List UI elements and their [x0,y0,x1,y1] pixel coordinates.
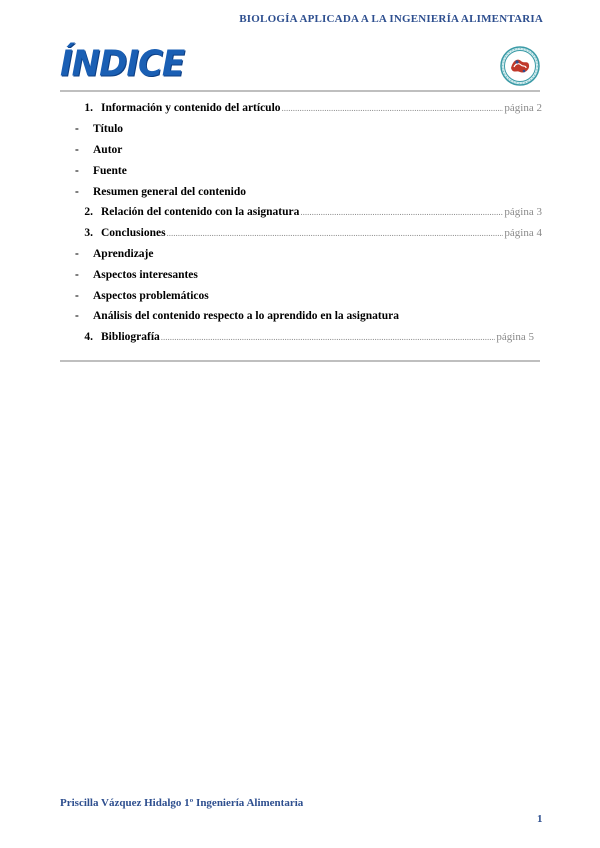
toc-subentry[interactable] [60,140,542,161]
toc-number: 1. [84,102,93,115]
toc-subentry[interactable] [60,244,542,265]
toc-entry-1[interactable] [60,98,542,119]
toc-subentry[interactable] [60,264,542,285]
toc-page: página 2 [504,102,542,115]
toc-page: página 5 [496,331,534,344]
toc-label: Análisis del contenido respecto a lo aprendido en la asignatura [93,310,399,323]
toc-label: Aprendizaje [93,247,154,260]
toc-label: Aspectos interesantes [93,268,198,281]
bottom-divider [60,360,540,362]
toc-leader [300,207,503,217]
toc-leader [282,103,504,113]
toc-subentry[interactable] [60,160,542,181]
toc-bullet: - [75,143,79,156]
toc-label: Bibliografía [101,331,160,344]
toc-page: página 4 [504,227,542,240]
footer-author: Priscilla Vázquez Hidalgo 1º Ingeniería Alimentaria [60,797,304,809]
toc-bullet: - [75,289,79,302]
toc-label: Aspectos problemáticos [93,289,209,302]
toc-bullet: - [75,185,79,198]
toc-number: 2. [84,206,93,219]
toc-subentry[interactable] [60,119,542,140]
toc-label: Información y contenido del artículo [101,102,281,115]
toc-label: Conclusiones [101,227,166,240]
toc-label: Relación del contenido con la asignatura [101,206,300,219]
university-seal-icon [500,46,540,86]
page-number: 1 [537,813,543,825]
toc-subentry[interactable] [60,181,542,202]
toc-label: Resumen general del contenido [93,185,247,198]
toc-label: Fuente [93,164,127,177]
top-divider [60,90,540,92]
toc-entry-3[interactable] [60,223,542,244]
toc-bullet: - [75,310,79,323]
toc-page: página 3 [504,206,542,219]
toc-bullet: - [75,164,79,177]
toc-leader [167,228,504,238]
toc-subentry[interactable] [60,285,542,306]
toc-entry-2[interactable] [60,202,542,223]
toc-bullet: - [75,268,79,281]
toc-bullet: - [75,123,79,136]
toc-bullet: - [75,247,79,260]
toc-entry-4[interactable] [60,327,534,348]
page-heading: ÍNDICE [60,43,185,85]
header-title: BIOLOGÍA APLICADA A LA INGENIERÍA ALIMENTARIA [239,13,543,25]
toc-subentry[interactable] [60,306,542,327]
toc-number: 4. [84,331,93,344]
table-of-contents [60,98,542,348]
toc-leader [161,332,496,342]
toc-number: 3. [84,227,93,240]
toc-label: Autor [93,143,123,156]
toc-label: Título [93,123,124,136]
